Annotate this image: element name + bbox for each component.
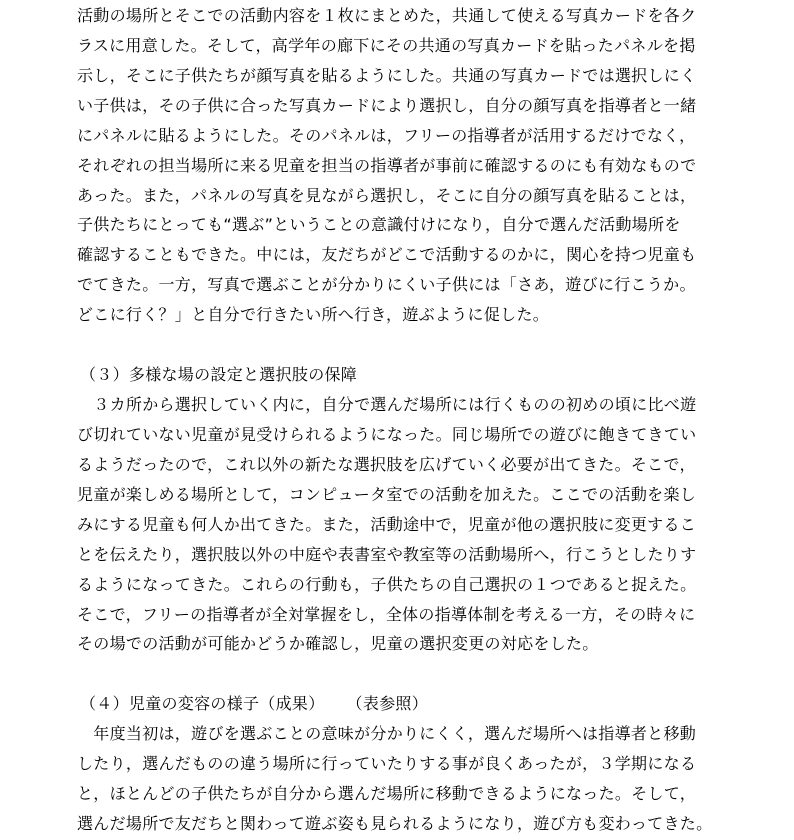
body-text-line: ラスに用意した。そして，高学年の廊下にその共通の写真カードを貼ったパネルを掲 <box>77 36 696 55</box>
body-text-line: あった。また，パネルの写真を見ながら選択し，そこに自分の顔写真を貼ることは， <box>77 186 697 205</box>
body-text-line: その場での活動が可能かどうか確認し，児童の選択変更の対応をした。 <box>77 634 599 653</box>
body-text-line: るようだったので，これ以外の新たな選択肢を広げていく必要が出てきた。そこで， <box>77 455 696 474</box>
body-text-line: 年度当初は，遊びを選ぶことの意味が分かりにくく，選んだ場所へは指導者と移動 <box>77 724 697 743</box>
body-text-line: ３カ所から選択していく内に，自分で選んだ場所には行くものの初めの頃に比べ遊 <box>77 395 697 414</box>
body-text-line: 選んだ場所で友だちと関わって遊ぶ姿も見られるようになり，遊び方も変わってきた。 <box>77 814 713 833</box>
body-text-line: そこで，フリーの指導者が全対掌握をし，全体の指導体制を考える一方，その時々に <box>77 605 696 624</box>
body-text-line: したり，選んだものの違う場所に行っていたりする事が良くあったが，３学期になる <box>77 754 697 773</box>
body-text-line: い子供は，その子供に合った写真カードにより選択し，自分の顔写真を指導者と一緒 <box>77 96 697 115</box>
section-heading: （３）多様な場の設定と選択肢の保障 <box>80 365 358 384</box>
body-text-line: 確認することもできた。中には，友だちがどこで活動するのかに，関心を持つ児童も <box>77 245 697 264</box>
section-heading-text: （４）児童の変容の様子（成果） <box>80 694 325 713</box>
section-heading-note: （表参照） <box>354 694 429 713</box>
body-text-line: にパネルに貼るようにした。そのパネルは，フリーの指導者が活用するだけでなく， <box>77 126 696 145</box>
body-text-line: 子供たちにとっても“選ぶ”ということの意識付けになり，自分で選んだ活動場所を <box>77 215 681 234</box>
body-text-line: みにする児童も何人か出てきた。また，活動途中で，児童が他の選択肢に変更するこ <box>77 515 697 534</box>
body-text-line: それぞれの担当場所に来る児童を担当の指導者が事前に確認するのにも有効なもので <box>77 156 697 175</box>
body-text-line: び切れていない児童が見受けられるようになった。同じ場所での遊びに飽きてきてい <box>77 425 697 444</box>
body-text-line: 活動の場所とそこでの活動内容を１枚にまとめた，共通して使える写真カードを各ク <box>77 6 697 25</box>
body-text-line: 示し，そこに子供たちが顔写真を貼るようにした。共通の写真カードでは選択しにく <box>77 66 697 85</box>
body-text-line: どこに行く？」と自分で行きたい所へ行き，遊ぶように促した。 <box>77 305 550 324</box>
body-text-line: るようになってきた。これらの行動も，子供たちの自己選択の１つであると捉えた。 <box>77 575 697 594</box>
body-text-line: と，ほとんどの子供たちが自分から選んだ場所に移動できるようになった。そして， <box>77 784 697 803</box>
body-text-line: とを伝えたり，選択肢以外の中庭や表書室や教室等の活動場所へ，行こうとしたりす <box>77 545 697 564</box>
section-heading <box>80 692 720 716</box>
body-text-line: でてきた。一方，写真で選ぶことが分かりにくい子供には「さあ，遊びに行こうか。 <box>77 275 696 294</box>
body-text-line: 児童が楽しめる場所として，コンピュータ室での活動を加えた。ここでの活動を楽し <box>77 485 697 504</box>
